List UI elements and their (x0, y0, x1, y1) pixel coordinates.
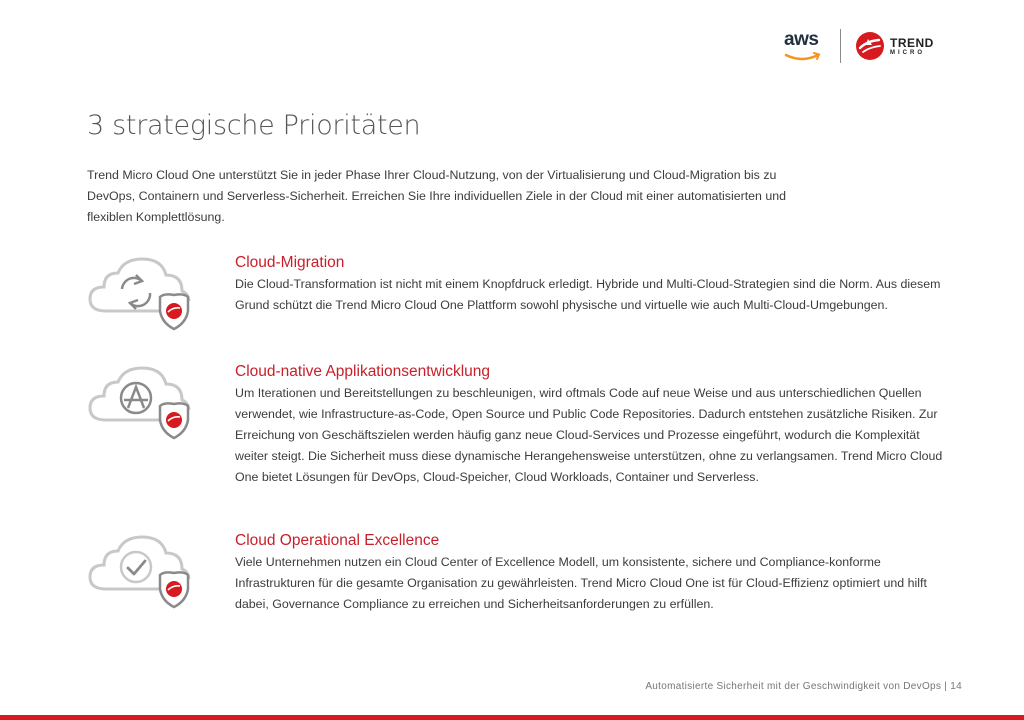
cloud-sync-shield-icon (88, 253, 200, 333)
aws-logo (782, 29, 826, 63)
section-title: Cloud-native Applikationsentwicklung (235, 363, 491, 380)
cloud-check-shield-icon (88, 531, 200, 611)
page-title: 3 strategische Prioritäten (87, 110, 421, 141)
trend-micro-ball-icon (855, 31, 885, 61)
aws-logo-text: aws (784, 29, 819, 50)
trend-micro-word-micro: MICRO (890, 49, 925, 56)
trend-micro-word-trend: TREND (890, 35, 934, 50)
section-title: Cloud-Migration (235, 254, 345, 271)
bottom-accent-bar (0, 715, 1024, 720)
section-body: Die Cloud-Transformation ist nicht mit einem Knopfdruck erledigt. Hybride und Multi-Cloud-Strategien sind die Norm. Aus diesem Grund schützt die Trend Micro Cloud One Plattform sowohl physische und virtuelle wie auch Multi-Cloud-Umgebungen. (235, 277, 941, 312)
section-title: Cloud Operational Excellence (235, 532, 440, 549)
footer-page-label: Automatisierte Sicherheit mit der Geschwindigkeit von DevOps | 14 (645, 681, 962, 692)
aws-smile-icon (782, 29, 826, 63)
intro-paragraph: Trend Micro Cloud One unterstützt Sie in jeder Phase Ihrer Cloud-Nutzung, von der Virtualisierung und Cloud-Migration bis zu DevOps, Containern und Serverless-Sicherheit. Erreichen Sie Ihre individuellen Ziele in der Cloud mit einer automatisierten und flexiblen Komplettlösung. (87, 168, 787, 224)
cloud-app-shield-icon (88, 362, 200, 442)
section-body: Um Iterationen und Bereitstellungen zu beschleunigen, wird oftmals Code auf neue Weise und aus unterschiedlichen Quellen verwendet, wie Infrastructure-as-Code, Open Source und Public Code Repositories. Dadurch entstehen zusätzliche Risiken. Zur Erreichung von Geschäftszielen werden häufig ganz neue Cloud-Services und Prozesse eingeführt, wodurch die Komplexität weiter steigt. Die Sicherheit muss diese dynamische Herangehensweise unterstützen, ohne zu verlangsamen. Trend Micro Cloud One bietet Lösungen für DevOps, Cloud-Speicher, Cloud Workloads, Container und Serverless. (235, 386, 943, 484)
trend-micro-logo (855, 31, 934, 61)
section-body: Viele Unternehmen nutzen ein Cloud Center of Excellence Modell, um konsistente, sichere und Compliance-konforme Infrastrukturen für die gesamte Organisation zu gewährleisten. Trend Micro Cloud One ist für Cloud-Effizienz optimiert und hilft dabei, Governance Compliance zu erreichen und Sicherheitsanforderungen zu erfüllen. (235, 555, 927, 611)
logo-divider (840, 29, 841, 63)
header-logos (782, 24, 934, 68)
